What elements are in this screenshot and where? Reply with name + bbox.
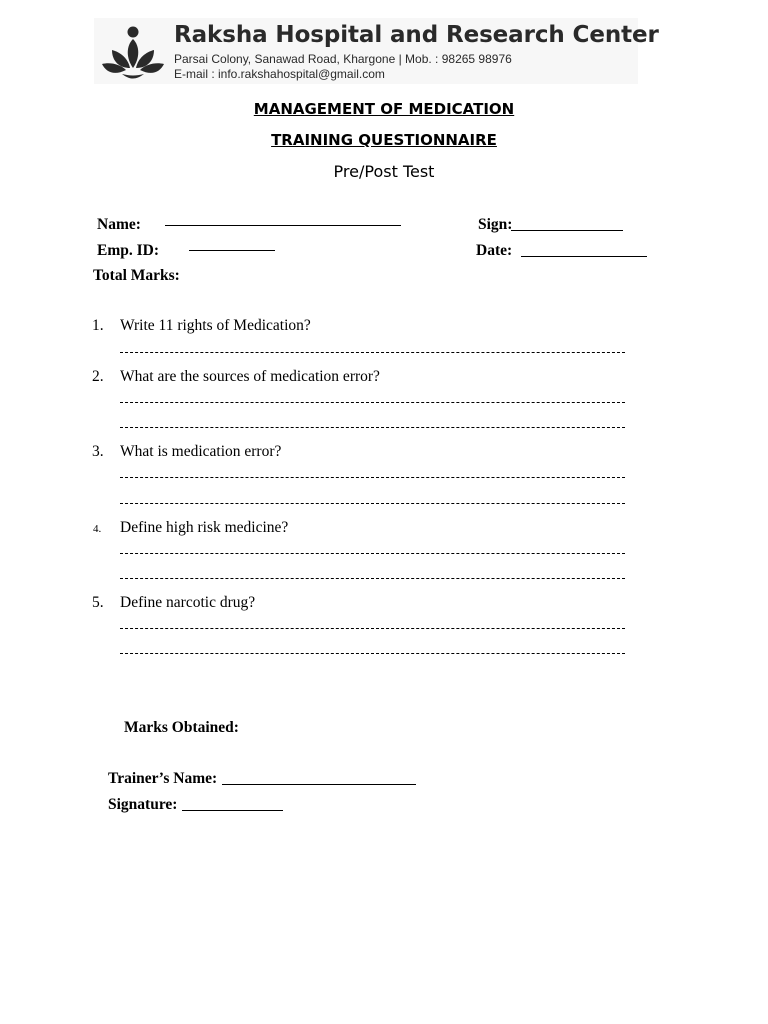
test-type: Pre/Post Test: [333, 162, 435, 181]
answer-line[interactable]: [120, 553, 625, 554]
letterhead: [94, 18, 659, 84]
emp-id-label: Emp. ID:: [97, 242, 160, 259]
total-marks-label: Total Marks:: [93, 267, 180, 284]
answer-line[interactable]: [120, 427, 625, 428]
signature-field-line[interactable]: [182, 810, 283, 811]
document-subtitle: TRAINING QUESTIONNAIRE: [271, 131, 497, 149]
answer-line[interactable]: [120, 578, 625, 579]
question-number: 5.: [92, 594, 104, 611]
answer-line[interactable]: [120, 653, 625, 654]
trainer-name-label: Trainer’s Name:: [108, 770, 218, 787]
hospital-email: E-mail : info.rakshahospital@gmail.com: [174, 67, 385, 81]
question-text: Write 11 rights of Medication?: [120, 317, 311, 334]
answer-line[interactable]: [120, 628, 625, 629]
question-number: 2.: [92, 368, 104, 385]
name-label: Name:: [97, 216, 141, 233]
answer-line[interactable]: [120, 352, 625, 353]
date-field-line[interactable]: [521, 256, 647, 257]
question-number: 3.: [92, 443, 104, 460]
question-number: 4.: [93, 523, 102, 535]
answer-line[interactable]: [120, 402, 625, 403]
trainer-name-field-line[interactable]: [222, 784, 416, 785]
name-field-line[interactable]: [165, 225, 401, 226]
sign-field-line[interactable]: [511, 230, 623, 231]
question-number: 1.: [92, 317, 104, 334]
hospital-address: Parsai Colony, Sanawad Road, Khargone | Mob. : 98265 98976: [174, 52, 512, 66]
marks-obtained-label: Marks Obtained:: [124, 719, 239, 736]
question-text: Define narcotic drug?: [120, 594, 256, 611]
sign-label: Sign:: [478, 216, 513, 233]
question-text: What are the sources of medication error?: [120, 368, 380, 385]
emp-id-field-line[interactable]: [189, 250, 275, 251]
question-text: Define high risk medicine?: [120, 519, 289, 536]
question-text: What is medication error?: [120, 443, 282, 460]
answer-line[interactable]: [120, 503, 625, 504]
signature-label: Signature:: [108, 796, 178, 813]
date-label: Date:: [476, 242, 513, 259]
hospital-name: Raksha Hospital and Research Center: [174, 22, 659, 48]
answer-line[interactable]: [120, 477, 625, 478]
lotus-logo-icon: [100, 24, 164, 82]
document-title: MANAGEMENT OF MEDICATION: [253, 100, 515, 118]
